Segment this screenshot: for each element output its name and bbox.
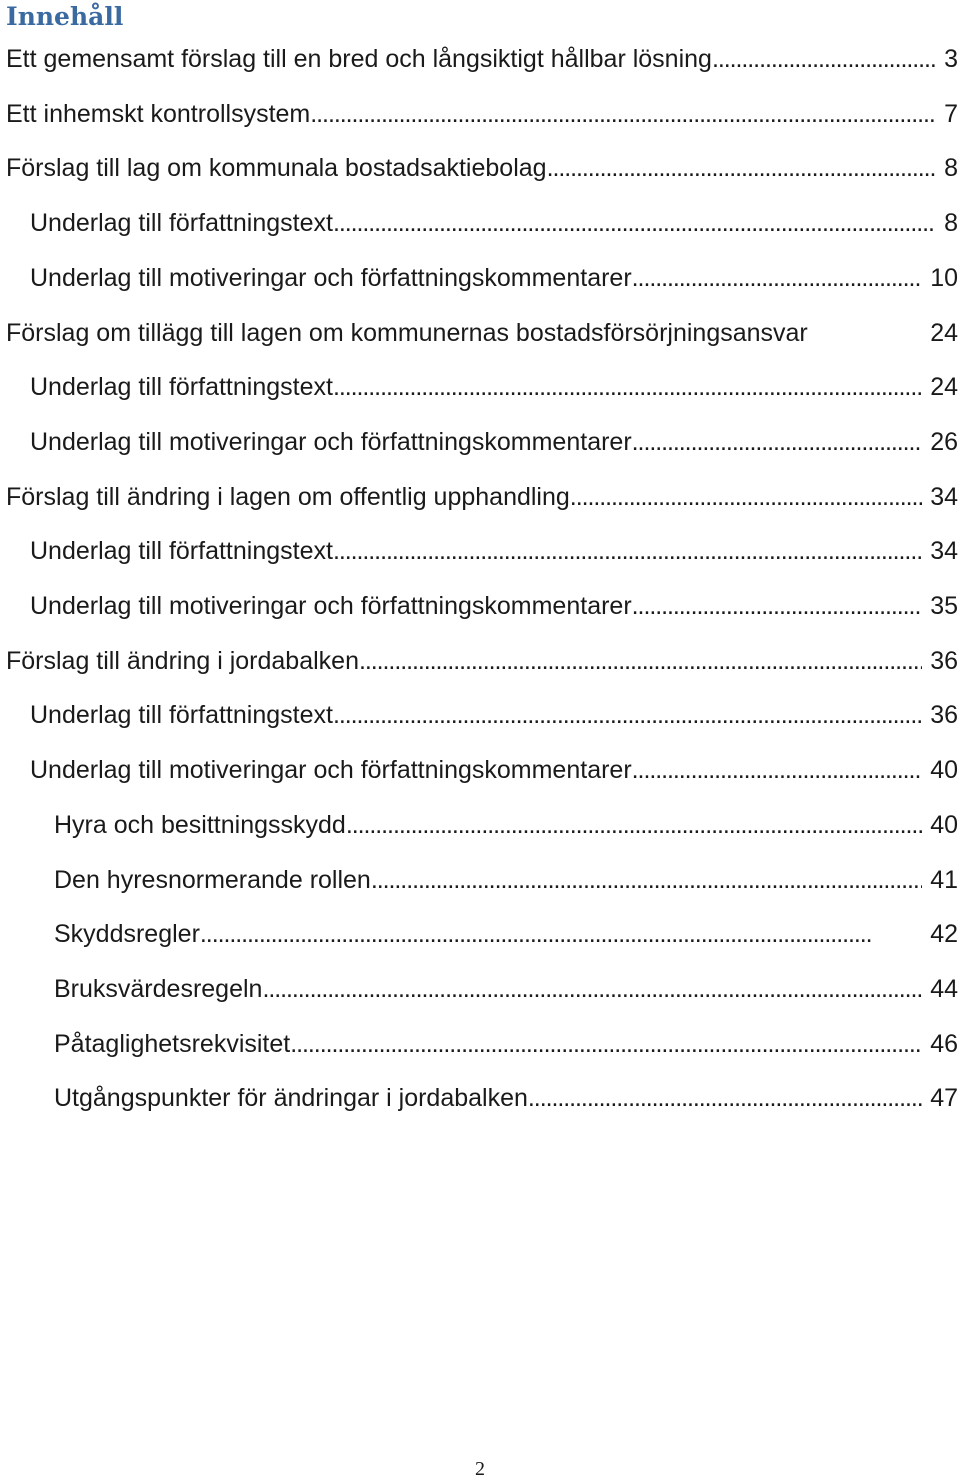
toc-entry-title: Förslag till ändring i lagen om offentlig upphandling [6,482,570,511]
toc-entry[interactable] [0,636,958,676]
toc-entry[interactable] [0,253,958,293]
toc-entry[interactable] [0,143,958,183]
toc-entry-title: Utgångspunkter för ändringar i jordabalken [54,1084,528,1113]
toc-entry-page: 47 [930,1084,958,1113]
dot-leader [371,865,922,895]
toc-entry-title: Förslag om tillägg till lagen om kommunernas bostadsförsörjningsansvar [6,318,808,347]
dot-leader [200,919,922,949]
toc-entry-page: 26 [930,427,958,456]
toc-entry-page: 40 [930,756,958,785]
dot-leader [359,646,922,676]
toc-entry-title: Förslag till ändring i jordabalken [6,646,359,675]
dot-leader [333,700,922,730]
toc-entry-title: Påtaglighetsrekvisitet [54,1029,291,1058]
toc-entry-page: 35 [930,592,958,620]
toc-entry[interactable] [0,1073,958,1113]
dot-leader [570,482,922,512]
toc-entry[interactable] [0,417,958,457]
toc-entry-page: 41 [930,865,958,894]
dot-leader [632,427,923,457]
toc-entry[interactable] [0,1019,958,1059]
toc-entry-title: Ett gemensamt förslag till en bred och långsiktigt hållbar lösning [6,45,712,73]
toc-entry-page: 34 [930,482,958,511]
page-number: 2 [475,1458,485,1480]
toc-heading: Innehåll [6,2,124,31]
toc-entry[interactable] [0,581,958,621]
toc-entry-page: 34 [930,537,958,566]
toc-entry-page: 40 [930,810,958,839]
toc-entry[interactable] [0,964,958,1004]
toc-entry[interactable] [0,909,958,949]
toc-entry-page: 24 [930,318,958,347]
toc-entry-title: Underlag till motiveringar och författningskommentarer [30,592,632,620]
toc-entry[interactable] [0,800,958,840]
toc-entry-title: Ett inhemskt kontrollsystem [6,99,311,128]
toc-entry[interactable] [0,855,958,895]
toc-entry[interactable] [0,34,958,74]
toc-entry[interactable] [0,690,958,730]
toc-entry[interactable] [0,308,958,348]
dot-leader [547,153,937,183]
dot-leader [712,44,936,74]
toc-entry-title: Underlag till författningstext [30,209,333,238]
toc-entry[interactable] [0,745,958,785]
dot-leader [290,1029,922,1059]
toc-entry-page: 44 [930,974,958,1003]
toc-entry-page: 46 [930,1029,958,1058]
toc-entry[interactable] [0,198,958,238]
toc-entry-page: 36 [930,701,958,730]
toc-entry-title: Underlag till motiveringar och författningskommentarer [30,263,632,292]
toc-entry-page: 3 [944,45,958,73]
toc-entry-title: Hyra och besittningsskydd [54,810,346,839]
dot-leader [632,755,923,785]
toc-entry-title: Underlag till författningstext [30,373,333,402]
toc-entry[interactable] [0,472,958,512]
toc-entry-page: 7 [944,99,958,128]
toc-entry-title: Förslag till lag om kommunala bostadsaktiebolag [6,154,547,183]
dot-leader [632,263,923,293]
dot-leader [262,974,922,1004]
dot-leader [528,1083,922,1113]
toc-entry-title: Skyddsregler [54,920,200,949]
dot-leader [333,208,936,238]
toc-entry[interactable] [0,89,958,129]
dot-leader [346,810,922,840]
dot-leader [310,99,936,129]
toc-entry-page: 42 [930,920,958,949]
toc-entry-title: Bruksvärdesregeln [54,974,263,1003]
toc-entry[interactable] [0,526,958,566]
toc-entry-page: 10 [930,263,958,292]
toc-entry-title: Underlag till motiveringar och författningskommentarer [30,427,632,456]
toc-entry-page: 8 [944,154,958,183]
toc-entry-page: 8 [944,209,958,238]
toc-entry-page: 36 [930,646,958,675]
dot-leader [632,591,923,621]
toc-entry-title: Underlag till motiveringar och författningskommentarer [30,756,632,785]
dot-leader [333,536,922,566]
toc-entry-title: Underlag till författningstext [30,537,333,566]
toc-entry[interactable] [0,362,958,402]
toc-entry-title: Den hyresnormerande rollen [54,865,371,894]
dot-leader [333,372,922,402]
toc-entry-page: 24 [930,373,958,402]
toc-entry-title: Underlag till författningstext [30,701,333,730]
